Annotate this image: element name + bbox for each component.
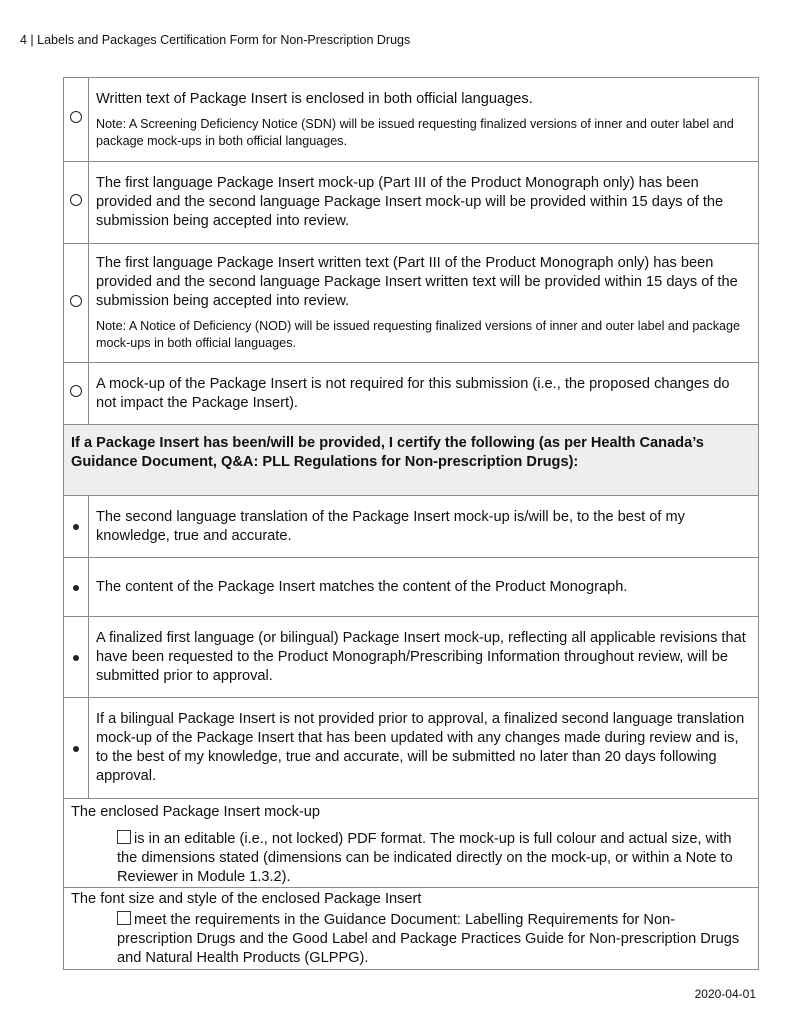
- option-row: [64, 78, 759, 162]
- option-text: The first language Package Insert written text (Part III of the Product Monograph only) has been provided and the second language Package Insert written text will be provided within 15 days of the submission being accepted into review.: [96, 255, 738, 309]
- bullet-row: [64, 698, 759, 799]
- bullet-row: [64, 496, 759, 558]
- certify-heading: If a Package Insert has been/will be provided, I certify the following (as per Health Canada’s Guidance Document, Q&A: PLL Regulations for Non-prescription Drugs):: [64, 425, 759, 496]
- option-note: Note: A Screening Deficiency Notice (SDN) will be issued requesting finalized versions of inner and outer label and package mock-ups in both official languages.: [96, 116, 734, 148]
- bullet-text: The content of the Package Insert matches the content of the Product Monograph.: [89, 558, 759, 617]
- radio-button[interactable]: [70, 194, 82, 206]
- option-note: Note: A Notice of Deficiency (NOD) will be issued requesting finalized versions of inner and outer label and package mock-ups in both official languages.: [96, 319, 741, 350]
- radio-button[interactable]: [70, 295, 82, 307]
- bullet-text: If a bilingual Package Insert is not provided prior to approval, a finalized second language translation mock-up of the Package Insert that has been updated with any changes made during review and is, to the best of my knowledge, true and accurate, will be submitted no later than 20 days following approval.: [89, 698, 759, 799]
- option-row: [64, 244, 759, 363]
- mockup-check-text: is in an editable (i.e., not locked) PDF format. The mock-up is full colour and actual size, with the dimensions stated (dimensions can be indicated directly on the mock-up, or within a Note to Reviewer in Module 1.3.2).: [117, 831, 733, 885]
- radio-button[interactable]: [70, 385, 82, 397]
- option-text: The first language Package Insert mock-up (Part III of the Product Monograph only) has been provided and the second language Package Insert mock-up will be provided within 15 days of the submission being accepted into review.: [89, 162, 759, 244]
- bullet-icon: [73, 524, 79, 530]
- mockup-checkbox[interactable]: [117, 830, 131, 844]
- radio-button[interactable]: [70, 111, 82, 123]
- option-row: [64, 363, 759, 425]
- footer-date: 2020-04-01: [694, 987, 756, 1001]
- font-checkbox[interactable]: [117, 911, 131, 925]
- font-check-text: meet the requirements in the Guidance Document: Labelling Requirements for Non-prescription Drugs and the Good Label and Package Practices Guide for Non-prescription Drugs and Natural Health Products (GLPPG).: [117, 912, 740, 966]
- bullet-row: [64, 617, 759, 698]
- option-text: Written text of Package Insert is enclosed in both official languages.: [96, 90, 533, 107]
- page-header: 4 | Labels and Packages Certification Form for Non-Prescription Drugs: [20, 33, 411, 47]
- bullet-text: The second language translation of the Package Insert mock-up is/will be, to the best of my knowledge, true and accurate.: [89, 496, 759, 558]
- certification-table: [63, 77, 759, 970]
- option-row: [64, 162, 759, 244]
- option-text: A mock-up of the Package Insert is not required for this submission (i.e., the proposed changes do not impact the Package Insert).: [89, 363, 759, 425]
- bullet-row: [64, 558, 759, 617]
- bullet-icon: [73, 585, 79, 591]
- bullet-text: A finalized first language (or bilingual) Package Insert mock-up, reflecting all applicable revisions that have been requested to the Product Monograph/Prescribing Information throughout review, will be submitted prior to approval.: [89, 617, 759, 698]
- font-title: The font size and style of the enclosed Package Insert: [71, 891, 422, 907]
- bullet-icon: [73, 655, 79, 661]
- mockup-title: The enclosed Package Insert mock-up: [71, 804, 321, 820]
- bullet-icon: [73, 746, 79, 752]
